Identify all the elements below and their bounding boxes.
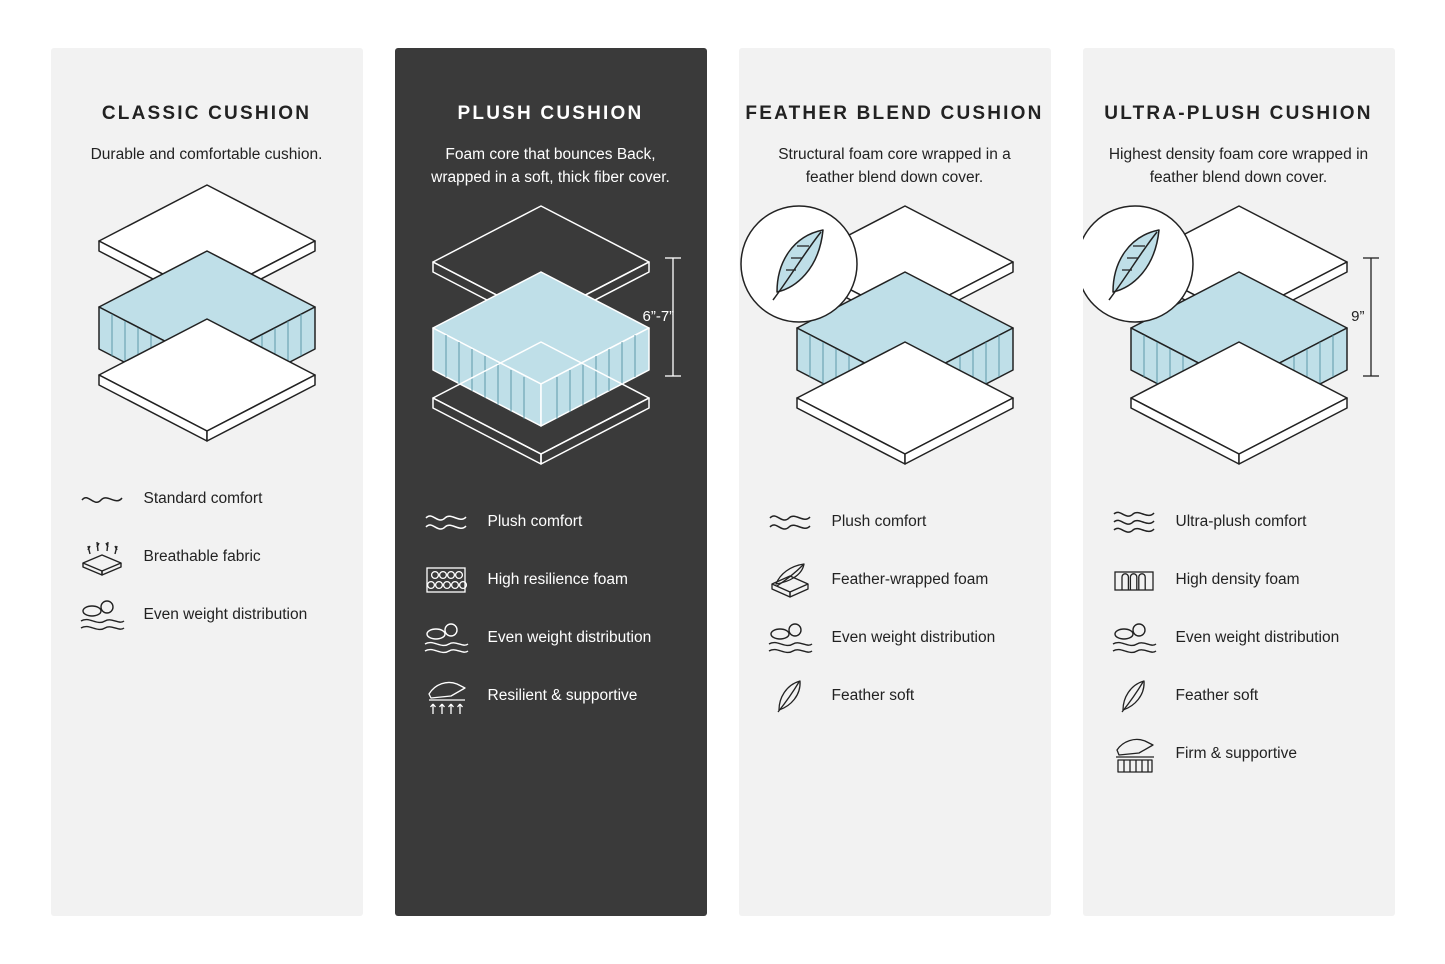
feature-item <box>764 676 1026 716</box>
dimension-label: 6”-7” <box>642 307 675 325</box>
card-description: Foam core that bounces Back, wrapped in a soft, thick fiber cover. <box>431 145 670 186</box>
cushion-layer-diagram <box>395 196 707 496</box>
feature-item <box>1108 734 1370 774</box>
feature-label: Feather soft <box>831 686 915 704</box>
card-description: Structural foam core wrapped in a feather blend down cover. <box>778 145 1011 186</box>
feature-label: Resilient & supportive <box>487 686 638 704</box>
feature-item <box>764 560 1026 600</box>
wave-icon <box>420 502 472 542</box>
cushion-layer-diagram <box>51 173 363 473</box>
feature-label: Feather-wrapped foam <box>831 570 989 588</box>
feather-badge-icon <box>741 206 857 322</box>
honeycomb-foam-icon <box>420 560 472 600</box>
cushion-card-ultra-plush <box>1083 48 1395 916</box>
feature-item <box>420 618 682 658</box>
feature-list <box>76 479 338 635</box>
feature-label: Firm & supportive <box>1175 744 1297 762</box>
card-title: FEATHER BLEND CUSHION <box>745 103 1044 124</box>
card-description: Highest density foam core wrapped in feather blend down cover. <box>1108 145 1369 186</box>
feature-item <box>1108 618 1370 658</box>
feature-item <box>420 560 682 600</box>
feature-label: Even weight distribution <box>1175 628 1340 646</box>
feather-icon <box>764 676 816 716</box>
feature-item <box>1108 676 1370 716</box>
cushion-card-feather-blend <box>739 48 1051 916</box>
feature-label: Ultra-plush comfort <box>1175 512 1307 530</box>
feature-item <box>1108 502 1370 542</box>
feature-item <box>764 618 1026 658</box>
wave-icon <box>1108 502 1160 542</box>
card-title: ULTRA-PLUSH CUSHION <box>1104 103 1373 124</box>
resilient-support-icon <box>420 676 472 716</box>
cushion-layer-diagram <box>739 196 1051 496</box>
feature-label: High density foam <box>1175 570 1300 588</box>
feature-label: Even weight distribution <box>487 628 652 646</box>
cushion-card-plush <box>395 48 707 916</box>
card-title: CLASSIC CUSHION <box>101 103 312 124</box>
firm-support-icon <box>1108 734 1160 774</box>
feature-item <box>1108 560 1370 600</box>
weight-distribution-icon <box>1108 618 1160 658</box>
cushion-layer-diagram <box>1083 196 1395 496</box>
weight-distribution-icon <box>764 618 816 658</box>
feather-icon <box>1108 676 1160 716</box>
feature-label: Breathable fabric <box>143 547 261 565</box>
feature-label: Even weight distribution <box>143 605 308 623</box>
wave-icon <box>764 502 816 542</box>
feather-wrapped-foam-icon <box>764 560 816 600</box>
breathable-fabric-icon <box>76 537 128 577</box>
feature-item <box>764 502 1026 542</box>
feature-item <box>420 502 682 542</box>
feature-list <box>420 502 682 716</box>
feather-badge-icon <box>1083 206 1193 322</box>
feature-list <box>764 502 1026 716</box>
feature-item <box>76 595 338 635</box>
feature-item <box>420 676 682 716</box>
weight-distribution-icon <box>420 618 472 658</box>
feature-label: Even weight distribution <box>831 628 996 646</box>
high-density-foam-icon <box>1108 560 1160 600</box>
feature-label: Plush comfort <box>487 512 583 530</box>
wave-icon <box>76 479 128 519</box>
feature-label: Feather soft <box>1175 686 1259 704</box>
feature-item <box>76 479 338 519</box>
dimension-label: 9” <box>1351 307 1365 325</box>
card-description: Durable and comfortable cushion. <box>90 145 323 163</box>
feature-label: Plush comfort <box>831 512 927 530</box>
feature-item <box>76 537 338 577</box>
feature-label: Standard comfort <box>143 489 263 507</box>
weight-distribution-icon <box>76 595 128 635</box>
card-title: PLUSH CUSHION <box>457 103 644 124</box>
cushion-card-classic <box>51 48 363 916</box>
feature-list <box>1108 502 1370 774</box>
feature-label: High resilience foam <box>487 570 628 588</box>
